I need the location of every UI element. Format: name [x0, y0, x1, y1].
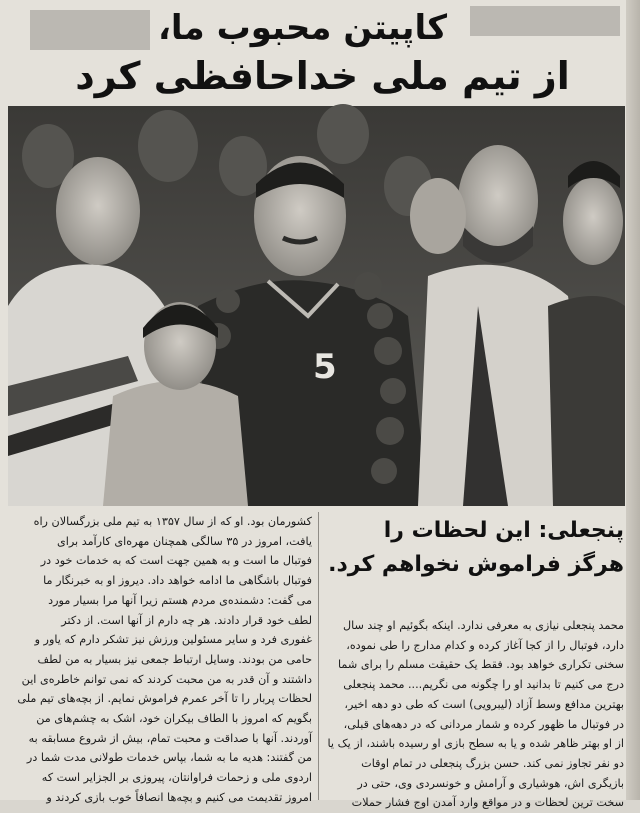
article-line: داشتند و آن قدر به من محبت کردند که نمی توانم خاطره‌ی این	[21, 672, 312, 686]
article-subhead: پنجعلی: این لحظات را هرگز فراموش نخواهم کرد.	[328, 518, 624, 577]
article-line: می گفت: دشمنده‌ی مردم هستم زیرا آنها مرا بسیار مورد	[48, 593, 312, 607]
man-middle-right	[410, 178, 466, 254]
article-line: دارد، فوتبال را از کجا آغاز کرده و کدام مدارج را طی نموده،	[346, 638, 624, 652]
article-line: بهترین مدافع وسط آزاد (لیبرویی) است که طی دو دهه اخیر،	[344, 697, 624, 711]
article-line: من گفتند: هدیه ما به شما، بپاس خدمات طولانی مدت شما در	[26, 751, 312, 765]
article-column-right	[326, 616, 624, 810]
headline	[20, 4, 625, 102]
headline-line-2: از تیم ملی خداحافظی کرد	[75, 54, 570, 98]
article-line: فوتبال باشگاهی ما ادامه خواهد داد. دیروز او به خبرنگار ما	[43, 574, 312, 588]
news-photo	[8, 106, 625, 506]
column-divider	[318, 512, 319, 800]
article-line: بازیگری اش، هوشیاری و آرامش و خونسردی وی، حتی در	[357, 776, 624, 790]
article-line: حامی من بودند. وسایل ارتباط جمعی نیز بسیار به من لطف	[37, 652, 312, 666]
article-line: امروز تقدیمت می کنیم و بچه‌ها انصافاً خوب بازی کردند و	[46, 790, 312, 804]
article-line: کشورمان بود. او که از سال ۱۳۵۷ به تیم ملی بزرگسالان راه	[33, 515, 312, 528]
article-line: در فوتبال ما ظهور کرده و شمار مردانی که در دهه‌های قبلی،	[343, 717, 624, 731]
headline-line-1: کاپیتن محبوب ما،	[158, 8, 447, 48]
article-line: لحظات پربار را تا آخر عمرم فراموش نمایم. از بچه‌های تیم ملی	[17, 692, 312, 706]
article-line: سخنی تکراری خواهد بود. فقط یک حقیقت مسلم را برای شما	[338, 658, 624, 672]
article-line: بگویم که امروز با الطاف بیکران خود، اشک به چشم‌های من	[36, 712, 312, 726]
article-line: از او بهتر ظاهر شده و یا به سطح بازی او رسیده باشند، از یک یا	[327, 737, 624, 751]
article-line: یافت، امروز در ۳۵ سالگی همچنان مهره‌ای کارآمد برای	[56, 534, 312, 548]
page-gutter	[626, 0, 640, 800]
article-line: لطف خود قرار دادند. هر چه دارم از آنها است. از دکتر	[61, 613, 312, 627]
article-line: سخت ترین لحظات و در مواقع وارد آمدن اوج فشار حملات	[351, 796, 624, 810]
article-line: دو نفر تجاوز نمی کند. حسن بزرگ پنجعلی در تمام اوقات	[361, 756, 624, 770]
article-line: غفوری فرد و سایر مسئولین ورزش نیز تشکر دارم که یاور و	[34, 633, 312, 647]
article-line: محمد پنجعلی نیازی به معرفی ندارد. اینکه بگوئیم او چند سال	[342, 619, 624, 632]
article-line: اردوی ملی و زحمات فراوانتان، پیروزی بر الجزایر است که	[41, 771, 312, 785]
jersey-number: 5	[313, 347, 337, 387]
article-line: درج می کنیم تا بدانید او را چگونه می نگریم.... محمد پنجعلی	[343, 678, 624, 692]
article-line: فوتبال ما است و به همین جهت است که به خدمات خود در	[40, 554, 312, 568]
article-line: آوردند. آنها با صداقت و محبت تمام، بیش از شروع مسابقه به	[28, 731, 312, 745]
article-column-left	[12, 512, 312, 804]
